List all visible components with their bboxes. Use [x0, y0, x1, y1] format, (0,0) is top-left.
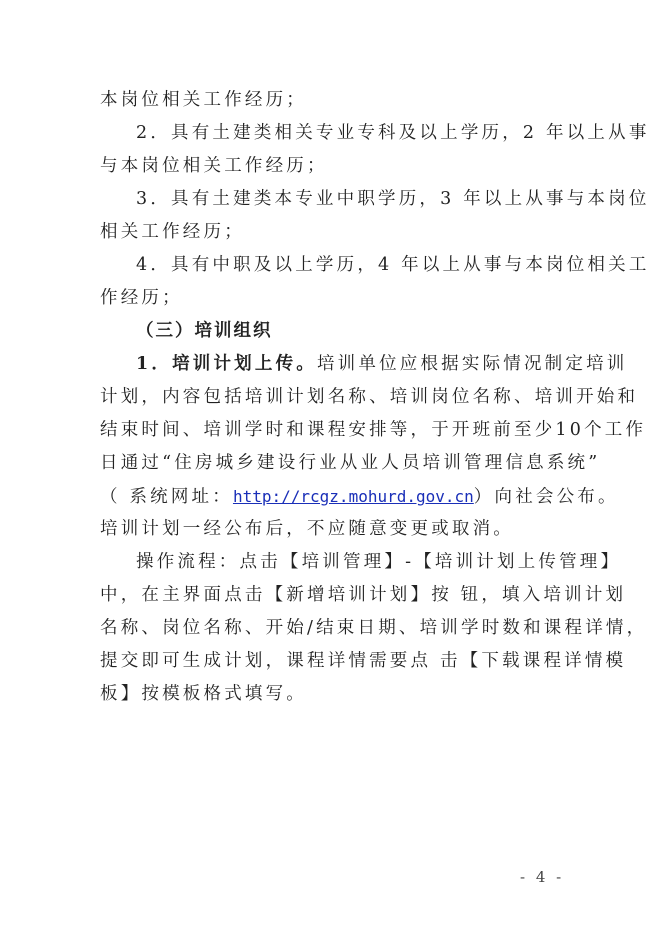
text-line: 板】按模板格式填写。	[100, 684, 307, 704]
procedure-first-line: 操作流程：点击【培训管理】-【培训计划上传管理】	[136, 552, 622, 572]
page-number: - 4 -	[520, 868, 565, 886]
text-line: 名称、岗位名称、开始/结束日期、培训学时数和课程详情，	[100, 618, 648, 638]
document-body	[100, 84, 650, 711]
section-heading: （三）培训组织	[136, 321, 273, 341]
list-item-3: 3．具有土建类本专业中职学历，3 年以上从事与本岗位	[136, 189, 650, 209]
text-line: 中，在主界面点击【新增培训计划】按 钮，填入培训计划	[100, 585, 627, 605]
text-line: 计划，内容包括培训计划名称、培训岗位名称、培训开始和	[100, 387, 639, 407]
text-line: 提交即可生成计划，课程详情需要点 击【下载课程详情模	[100, 651, 627, 671]
text-line: 作经历；	[100, 288, 183, 308]
item1-text: 培训单位应根据实际情况制定培训	[316, 354, 628, 374]
text-line: 与本岗位相关工作经历；	[100, 156, 328, 176]
item1-first-line	[100, 348, 628, 381]
text-line: 本岗位相关工作经历；	[100, 90, 307, 110]
url-line	[100, 480, 619, 513]
list-item-4: 4．具有中职及以上学历，4 年以上从事与本岗位相关工	[136, 255, 650, 275]
system-url-link[interactable]: http://rcgz.mohurd.gov.cn	[232, 487, 474, 506]
url-prefix: （ 系统网址：	[100, 487, 233, 507]
text-line: 相关工作经历；	[100, 222, 245, 242]
text-line: 日通过“住房城乡建设行业从业人员培训管理信息系统”	[100, 453, 601, 473]
list-item-2: 2．具有土建类相关专业专科及以上学历，2 年以上从事	[136, 123, 650, 143]
url-suffix: ）向社会公布。	[473, 487, 619, 507]
text-line: 培训计划一经公布后，不应随意变更或取消。	[100, 519, 514, 539]
text-line: 结束时间、培训学时和课程安排等，于开班前至少10个工作	[100, 420, 647, 440]
item1-title: 1．培训计划上传。	[136, 354, 317, 374]
